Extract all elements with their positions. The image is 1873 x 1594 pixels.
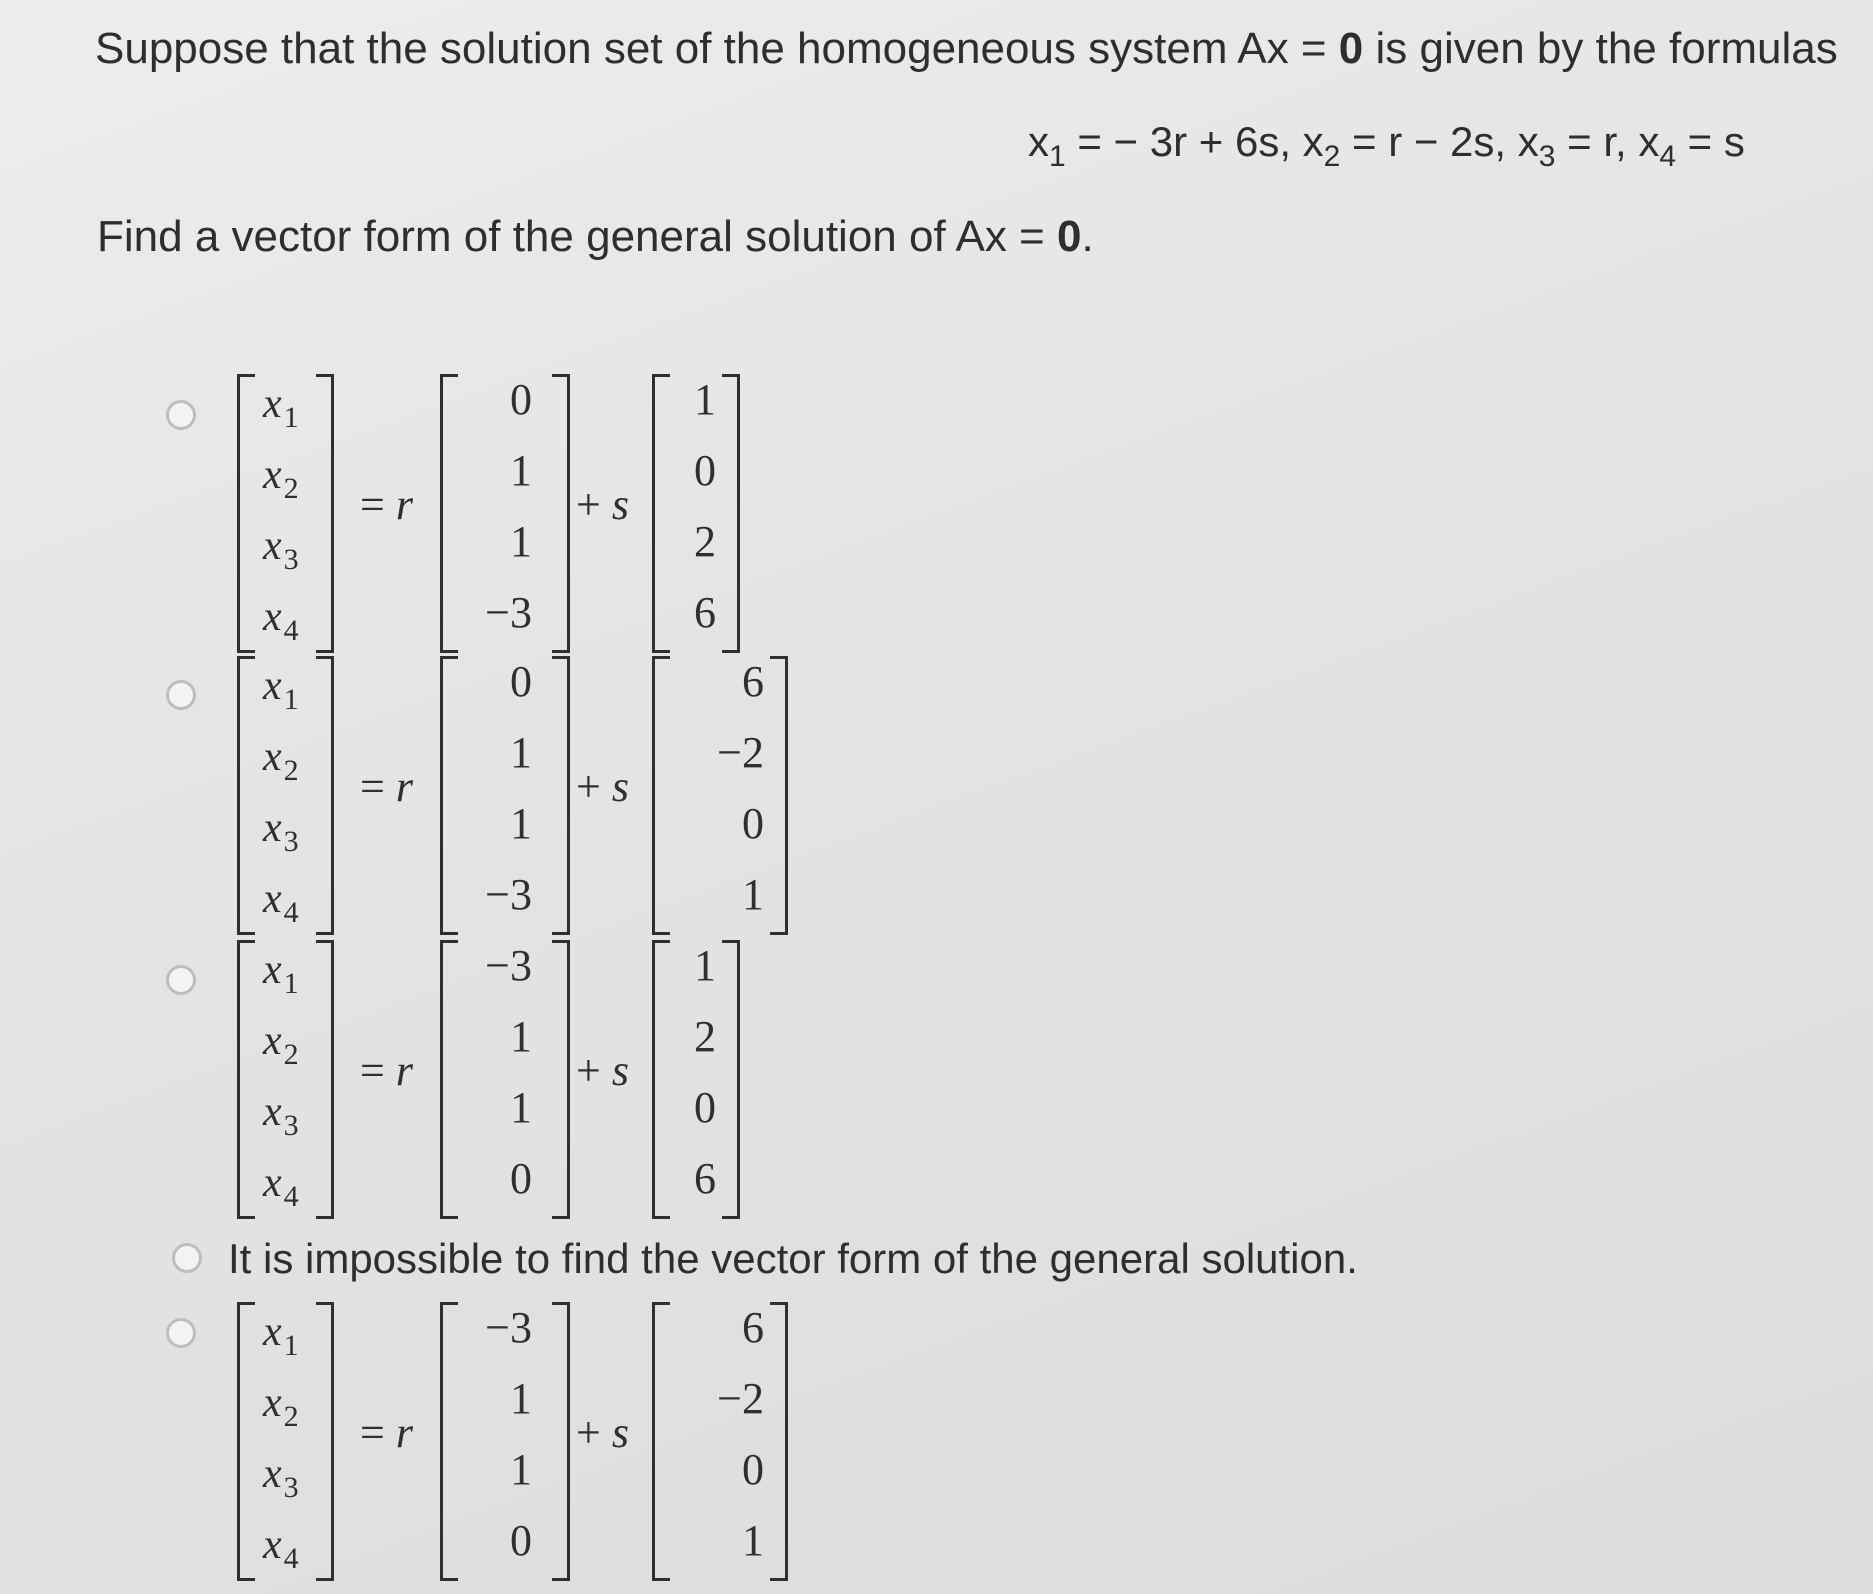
variable-x1: $x_1$ [263,381,299,434]
s-vector-entry: 2 [694,517,716,566]
left-bracket [237,656,255,935]
s-vector-entry: 6 [694,588,716,637]
equals-r: = r [360,1045,413,1095]
r-vector-entry: −3 [485,1303,532,1352]
question-prompt [97,212,1094,262]
s-vector-entry: 1 [742,870,764,919]
radio-button[interactable] [166,680,196,710]
option-text: It is impossible to find the vector form of the general solution. [228,1235,1358,1282]
s-vector-entry: −2 [717,728,764,777]
r-vector-right-bracket [552,1302,570,1581]
r-vector-entry: −3 [485,588,532,637]
question-prompt-suffix: . [1081,212,1094,261]
r-vector-right-bracket [552,940,570,1219]
s-vector-entry: 1 [694,375,716,424]
r-vector-entry: 0 [510,1154,532,1203]
question-line-1-suffix: is given by the formulas [1363,24,1838,73]
right-bracket [316,656,334,935]
s-vector-entry: 2 [694,1012,716,1061]
variable-x4: $x_4$ [263,594,299,647]
question-prompt-prefix: Find a vector form of the general solution of Ax = [97,212,1057,261]
s-vector-entry: 0 [694,446,716,495]
solution-formulas: $x_1$ = − 3r + 6s, $x_2 = r - 2s$, $x_3 = r$, $x_4 = s$ [1028,118,1745,173]
r-vector-right-bracket [552,374,570,653]
variable-x3: $x_3$ [263,523,299,576]
left-bracket [237,940,255,1219]
s-vector-entry: −2 [717,1374,764,1423]
equals-r: = r [360,1407,413,1457]
zero-vector-2: 0 [1056,212,1082,261]
radio-button[interactable] [166,400,196,430]
s-vector-entry: 6 [742,657,764,706]
plus-s: + s [576,761,629,811]
left-bracket [237,374,255,653]
s-vector-entry: 6 [742,1303,764,1352]
equals-r: = r [360,479,413,529]
s-vector-entry: 0 [742,1445,764,1494]
s-vector-right-bracket [722,374,740,653]
question-line-1-prefix: Suppose that the solution set of the homogeneous system Ax = [95,24,1339,73]
s-vector-entry: 1 [742,1516,764,1565]
variable-x3: $x_3$ [263,1451,299,1504]
question-line-1 [95,24,1838,74]
equals-r: = r [360,761,413,811]
variable-x2: $x_2$ [263,1018,299,1071]
radio-button[interactable] [166,965,196,995]
s-vector-left-bracket [652,656,670,935]
r-vector-entry: −3 [485,941,532,990]
variable-x2: $x_2$ [263,1380,299,1433]
variable-x1: $x_1$ [263,1309,299,1362]
variable-x3: $x_3$ [263,1089,299,1142]
r-vector-entry: 1 [510,799,532,848]
variable-x3: $x_3$ [263,805,299,858]
r-vector-entry: 0 [510,375,532,424]
left-bracket [237,1302,255,1581]
variable-x1: $x_1$ [263,663,299,716]
variable-x4: $x_4$ [263,1160,299,1213]
variable-x2: $x_2$ [263,452,299,505]
r-vector-entry: 1 [510,728,532,777]
plus-s: + s [576,1045,629,1095]
r-vector-entry: −3 [485,870,532,919]
r-vector-entry: 0 [510,657,532,706]
s-vector-entry: 6 [694,1154,716,1203]
right-bracket [316,1302,334,1581]
right-bracket [316,940,334,1219]
variable-x4: $x_4$ [263,1522,299,1575]
r-vector-entry: 1 [510,517,532,566]
r-vector-entry: 1 [510,1012,532,1061]
s-vector-right-bracket [722,940,740,1219]
r-vector-entry: 1 [510,446,532,495]
plus-s: + s [576,479,629,529]
variable-x2: $x_2$ [263,734,299,787]
r-vector-entry: 1 [510,1445,532,1494]
r-vector-right-bracket [552,656,570,935]
plus-s: + s [576,1407,629,1457]
right-bracket [316,374,334,653]
s-vector-left-bracket [652,1302,670,1581]
s-vector-right-bracket [770,1302,788,1581]
variable-x4: $x_4$ [263,876,299,929]
s-vector-entry: 0 [694,1083,716,1132]
variable-x1: $x_1$ [263,947,299,1000]
s-vector-entry: 0 [742,799,764,848]
r-vector-entry: 0 [510,1516,532,1565]
r-vector-entry: 1 [510,1083,532,1132]
s-vector-entry: 1 [694,941,716,990]
radio-button[interactable] [166,1318,196,1348]
zero-vector: 0 [1338,24,1364,73]
s-vector-right-bracket [770,656,788,935]
radio-button[interactable] [172,1243,202,1273]
r-vector-entry: 1 [510,1374,532,1423]
